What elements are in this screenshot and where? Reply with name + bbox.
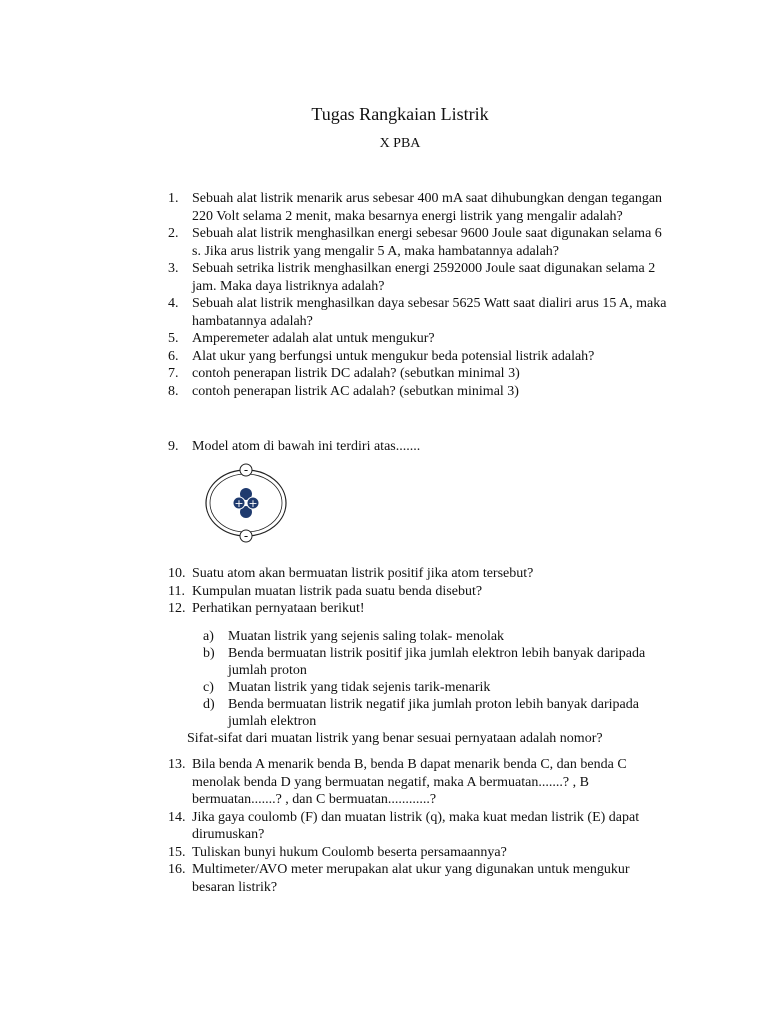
list-item: [168, 756, 668, 809]
question-text: Jika gaya coulomb (F) dan muatan listrik (q), maka kuat medan listrik (E) dapat dirumuskan?: [192, 809, 640, 842]
list-item: [168, 365, 668, 383]
question-number: 7.: [168, 366, 179, 381]
question-number: 6.: [168, 348, 179, 364]
orbit-inner: [210, 474, 282, 532]
question-number: 15.: [168, 844, 186, 860]
question-text: Sebuah alat listrik menghasilkan energi sebesar 9600 Joule saat digunakan selama 6 s. Jika arus listrik yang mengalir 5 A, maka hambatannya adalah?: [192, 226, 662, 259]
page-subtitle: X PBA: [379, 136, 421, 151]
list-item: [168, 225, 668, 260]
question-number: 10.: [168, 566, 186, 581]
question-number: 9.: [168, 439, 179, 454]
statement-letter: d): [203, 697, 215, 712]
statement-list: [203, 628, 663, 730]
list-item: [168, 330, 668, 348]
atom-model-diagram: [200, 460, 296, 548]
list-item: [168, 438, 668, 456]
statement-text: Muatan listrik yang tidak sejenis tarik-menarik: [228, 680, 491, 695]
question-number: 2.: [168, 226, 179, 241]
question-number: 12.: [168, 601, 186, 616]
list-item: [168, 844, 668, 862]
question-number: 5.: [168, 331, 179, 346]
question-number: 1.: [168, 191, 179, 206]
question-number: 14.: [168, 809, 186, 825]
question-text: contoh penerapan listrik AC adalah? (sebutkan minimal 3): [192, 383, 519, 399]
question-text: Tuliskan bunyi hukum Coulomb beserta persamaannya?: [192, 844, 507, 860]
statement-letter: b): [203, 646, 215, 661]
question-number: 4.: [168, 296, 179, 311]
electron-sign-bottom: -: [243, 529, 249, 543]
statement-text: Benda bermuatan listrik negatif jika jumlah proton lebih banyak daripada jumlah elektron: [228, 697, 639, 729]
list-item: [203, 628, 663, 645]
question-list-10-12: [168, 565, 668, 618]
page-title: Tugas Rangkaian Listrik: [311, 104, 489, 124]
proton-sign-left: +: [234, 497, 244, 510]
question-number: 13.: [168, 757, 186, 772]
list-item: [168, 190, 668, 225]
question-text: Alat ukur yang berfungsi untuk mengukur beda potensial listrik adalah?: [192, 348, 595, 364]
proton-sign-right: +: [248, 497, 258, 510]
question-text: Amperemeter adalah alat untuk mengukur?: [192, 331, 435, 346]
list-item: [168, 260, 668, 295]
question-number: 3.: [168, 261, 179, 276]
question-text: Kumpulan muatan listrik pada suatu benda disebut?: [192, 583, 483, 599]
question-number: 8.: [168, 383, 179, 399]
list-item: [168, 565, 668, 583]
question-number: 16.: [168, 862, 186, 877]
list-item: [168, 583, 668, 601]
question-text: Sebuah setrika listrik menghasilkan energi 2592000 Joule saat digunakan selama 2 jam. Maka daya listriknya adalah?: [192, 261, 656, 294]
statement-letter: a): [203, 629, 214, 644]
list-item: [168, 809, 668, 844]
question-list-13-16: [168, 756, 668, 896]
list-item: [168, 600, 668, 618]
question-text: Suatu atom akan bermuatan listrik positif jika atom tersebut?: [192, 566, 534, 581]
list-item: [168, 295, 668, 330]
question-text: Sebuah alat listrik menghasilkan daya sebesar 5625 Watt saat dialiri arus 15 A, maka hambatannya adalah?: [192, 296, 667, 329]
list-item: [203, 679, 663, 696]
electron-sign-top: -: [243, 463, 249, 477]
list-item: [168, 383, 668, 401]
list-item: [203, 696, 663, 730]
question-text: Perhatikan pernyataan berikut!: [192, 601, 365, 616]
question-list-1-8: [168, 190, 668, 400]
statement-letter: c): [203, 680, 214, 695]
statement-text: Muatan listrik yang sejenis saling tolak- menolak: [228, 629, 505, 644]
question-text: contoh penerapan listrik DC adalah? (sebutkan minimal 3): [192, 366, 520, 381]
question-text: Sebuah alat listrik menarik arus sebesar 400 mA saat dihubungkan dengan tegangan 220 Volt selama 2 menit, maka besarnya energi listrik yang mengalir adalah?: [192, 191, 663, 224]
question-text: Model atom di bawah ini terdiri atas.......: [192, 439, 421, 454]
question-text: Bila benda A menarik benda B, benda B dapat menarik benda C, dan benda C menolak benda D yang bermuatan negatif, maka A bermuatan.......? , B bermuatan.......? , dan C bermuatan............?: [192, 757, 627, 807]
list-item: [168, 348, 668, 366]
question-text: Multimeter/AVO meter merupakan alat ukur yang digunakan untuk mengukur besaran listrik?: [192, 862, 630, 895]
question-number: 11.: [168, 583, 185, 599]
list-item: [168, 861, 668, 896]
list-item: [203, 645, 663, 679]
orbit-outer: [206, 470, 286, 536]
statements-question: Sifat-sifat dari muatan listrik yang benar sesuai pernyataan adalah nomor?: [187, 731, 603, 746]
question-9: [168, 438, 668, 456]
statement-text: Benda bermuatan listrik positif jika jumlah elektron lebih banyak daripada jumlah proton: [228, 646, 646, 678]
